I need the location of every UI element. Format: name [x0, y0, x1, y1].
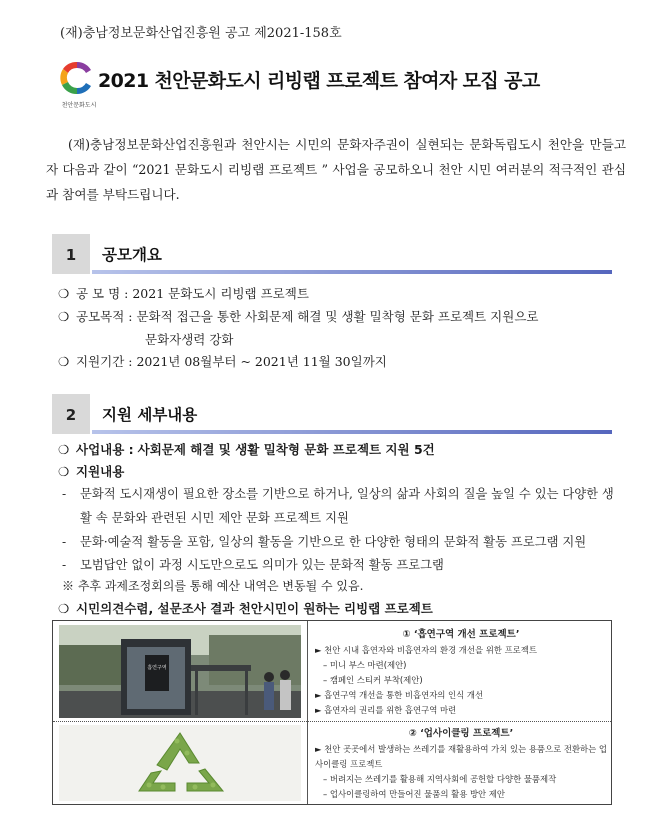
smoking-booth-photo — [59, 625, 301, 718]
support-item-business — [58, 440, 435, 458]
circle-bullet-icon: ❍ — [58, 354, 70, 369]
support-detail-text: 모범답안 없이 과정 시도만으로도 의미가 있는 문화적 활동 프로그램 — [80, 558, 444, 572]
project-1-description — [315, 627, 607, 718]
notice-number: (재)충남정보문화산업진흥원 공고 제2021-158호 — [60, 26, 342, 41]
item-label: 공 모 명 : — [76, 286, 129, 301]
item-value: 문화적 접근을 통한 사회문제 해결 및 생활 밀착형 문화 프로젝트 지원으로 — [136, 309, 539, 324]
project-line-text: 천안 곳곳에서 발생하는 쓰레기를 재활용하여 가치 있는 용품으로 전환하는 업사이클링 프로젝트 — [315, 744, 607, 769]
projects-table — [52, 620, 612, 805]
row-divider — [53, 721, 611, 722]
circle-bullet-icon: ❍ — [58, 442, 70, 457]
item-value: 2021년 08월부터 ~ 2021년 11월 30일까지 — [136, 354, 387, 369]
overview-item-period — [58, 352, 387, 370]
dash-bullet: – — [323, 660, 328, 670]
support-detail-item — [62, 482, 614, 530]
triangle-bullet-icon: ► — [315, 744, 322, 754]
dash-bullet: - — [62, 487, 67, 501]
project-2-heading: ② ‘업사이클링 프로젝트’ — [408, 728, 514, 739]
triangle-bullet-icon: ► — [315, 690, 322, 700]
circle-bullet-icon: ❍ — [58, 286, 70, 301]
dash-bullet: – — [323, 774, 328, 784]
item-label: 지원기간 : — [76, 354, 133, 369]
cheonan-culture-city-logo — [54, 58, 100, 98]
section-title: 공모개요 — [102, 246, 162, 264]
item-label: 사업내용 : — [76, 442, 134, 457]
section-number: 2 — [52, 394, 90, 434]
recycling-symbol-photo — [59, 725, 301, 801]
triangle-bullet-icon: ► — [315, 705, 322, 715]
project-line-text: 흡연구역 개선을 통한 비흡연자의 인식 개선 — [324, 690, 484, 700]
project-1-heading: ① ‘흡연구역 개선 프로젝트’ — [402, 629, 520, 640]
support-item-content — [58, 462, 124, 480]
support-detail-item — [62, 530, 614, 554]
logo-caption: 천안문화도시 — [61, 102, 97, 109]
section-rule — [92, 270, 612, 274]
overview-item-purpose — [58, 307, 538, 325]
project-line — [315, 742, 607, 772]
circle-bullet-icon: ❍ — [58, 601, 70, 616]
section-title: 지원 세부내용 — [102, 406, 198, 424]
project-line-text: 업사이클링하여 만들어진 물품의 활용 방안 제안 — [329, 789, 505, 799]
project-line — [315, 787, 607, 802]
item-label: 지원내용 — [76, 464, 125, 479]
note-mark: ※ — [62, 579, 75, 593]
project-line-text: 미니 부스 마련(제안) — [329, 660, 407, 670]
triangle-bullet-icon: ► — [315, 645, 322, 655]
support-detail-text: 문화·예술적 활동을 포함, 일상의 활동을 기반으로 한 다양한 형태의 문화적 활동 프로그램 지원 — [80, 535, 587, 549]
project-line — [315, 688, 607, 703]
document-title: 2021 천안문화도시 리빙랩 프로젝트 참여자 모집 공고 — [98, 70, 540, 92]
item-value: 사회문제 해결 및 생활 밀착형 문화 프로젝트 지원 5건 — [137, 442, 435, 457]
project-line-text: 캠페인 스티커 부착(제안) — [329, 675, 423, 685]
overview-item-name — [58, 284, 309, 302]
dash-bullet: - — [62, 535, 67, 549]
item-label: 공모목적 : — [76, 309, 133, 324]
section-1-header — [52, 234, 612, 274]
project-line — [315, 658, 607, 673]
survey-heading — [58, 599, 433, 617]
project-line — [315, 673, 607, 688]
section-number: 1 — [52, 234, 90, 274]
section-rule — [92, 430, 612, 434]
survey-heading-text: 시민의견수렴, 설문조사 결과 천안시민이 원하는 리빙랩 프로젝트 — [76, 601, 433, 616]
note-text: 추후 과제조정회의를 통해 예산 내역은 변동될 수 있음. — [77, 579, 364, 593]
budget-note — [62, 577, 363, 594]
project-2-description — [315, 726, 607, 802]
circle-bullet-icon: ❍ — [58, 464, 70, 479]
dash-bullet: – — [323, 789, 328, 799]
overview-item-purpose-continued: 문화자생력 강화 — [145, 332, 234, 347]
project-line-text: 흡연자의 권리를 위한 흡연구역 마련 — [324, 705, 457, 715]
dash-bullet: - — [62, 558, 67, 572]
item-value: 2021 문화도시 리빙랩 프로젝트 — [132, 286, 309, 301]
booth-sign-text: 흡연구역 — [147, 665, 167, 671]
intro-paragraph: (재)충남정보문화산업진흥원과 천안시는 시민의 문화자주권이 실현되는 문화독립도시 천안을 만들고자 다음과 같이 “2021 문화도시 리빙랩 프로젝트 ” 사업을 공모하오니 천안 시민 여러분의 적극적인 관심과 참여를 부탁드립니다. — [46, 137, 626, 202]
support-detail-text: 문화적 도시재생이 필요한 장소를 기반으로 하거나, 일상의 삶과 사회의 질을 높일 수 있는 다양한 생활 속 문화와 관련된 시민 제안 문화 프로젝트 지원 — [80, 487, 614, 525]
support-detail-item — [62, 553, 614, 577]
column-divider — [307, 621, 308, 804]
project-line — [315, 643, 607, 658]
dash-bullet: – — [323, 675, 328, 685]
project-line — [315, 703, 607, 718]
section-2-header — [52, 394, 612, 434]
circle-bullet-icon: ❍ — [58, 309, 70, 324]
project-line — [315, 772, 607, 787]
project-line-text: 천안 시내 흡연자와 비흡연자의 환경 개선을 위한 프로젝트 — [324, 645, 537, 655]
project-line-text: 버려지는 쓰레기를 활용해 지역사회에 공헌할 다양한 물품제작 — [329, 774, 557, 784]
